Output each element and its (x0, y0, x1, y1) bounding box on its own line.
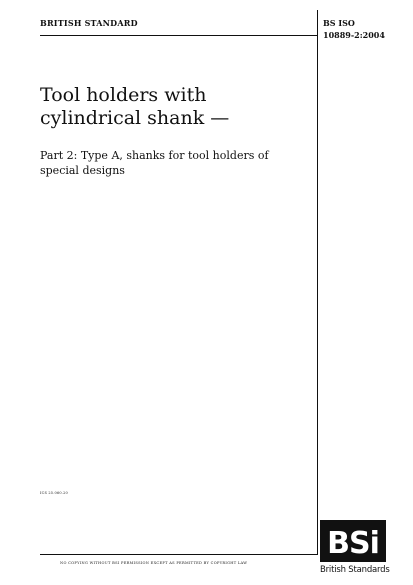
title-line2: cylindrical shank — (40, 107, 230, 129)
bsi-logo (320, 520, 390, 578)
standard-number-line1: BS ISO (323, 18, 355, 28)
bottom-divider (40, 554, 317, 555)
subtitle-line2: special designs (40, 164, 125, 177)
document-title (40, 84, 305, 130)
title-line1: Tool holders with (40, 84, 207, 106)
ics-code: ICS 25.060.20 (40, 491, 68, 495)
copyright-notice: NO COPYING WITHOUT BSI PERMISSION EXCEPT AS PERMITTED BY COPYRIGHT LAW (60, 561, 248, 565)
subtitle-line1: Part 2: Type A, shanks for tool holders of (40, 149, 269, 162)
standard-number-line2: 10889-2:2004 (323, 30, 385, 40)
bsi-logo-mark (320, 520, 386, 562)
vertical-divider (317, 10, 318, 555)
bsi-logo-letters: BSi (327, 526, 379, 561)
top-divider (40, 35, 317, 36)
standard-number (323, 17, 385, 41)
publisher-label: BRITISH STANDARD (40, 18, 138, 28)
bsi-logo-caption: British Standards (320, 565, 390, 575)
document-subtitle (40, 148, 315, 178)
